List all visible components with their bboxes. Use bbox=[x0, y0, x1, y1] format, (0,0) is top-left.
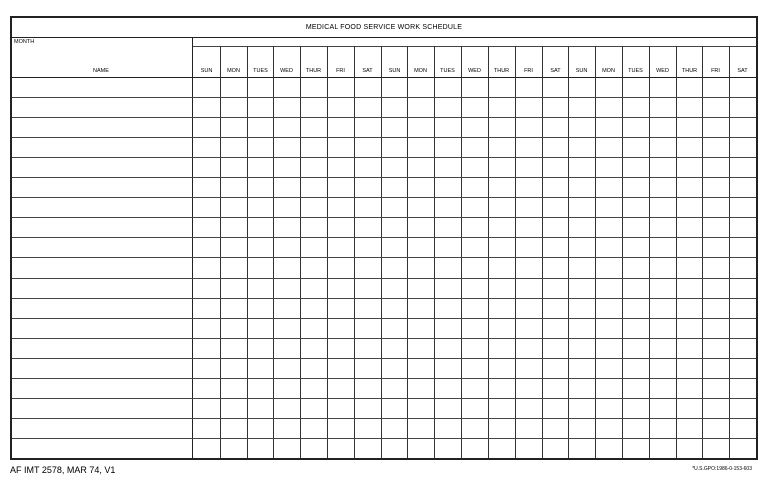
day-header: MON bbox=[414, 68, 427, 74]
header-bottom-line bbox=[12, 77, 756, 78]
day-column-divider bbox=[729, 46, 730, 458]
entry-row-line bbox=[12, 197, 756, 198]
day-header: SUN bbox=[575, 68, 588, 74]
day-column-divider bbox=[247, 46, 248, 458]
day-header: TUES bbox=[253, 68, 268, 74]
day-header: THUR bbox=[681, 68, 698, 74]
day-column-divider bbox=[702, 46, 703, 458]
day-column-divider bbox=[327, 46, 328, 458]
day-column-divider bbox=[273, 46, 274, 458]
entry-row-line bbox=[12, 378, 756, 379]
day-column-divider bbox=[595, 46, 596, 458]
month-label: MONTH bbox=[14, 39, 35, 45]
entry-row-line bbox=[12, 257, 756, 258]
entry-row-line bbox=[12, 177, 756, 178]
entry-row-line bbox=[12, 137, 756, 138]
day-header: SAT bbox=[362, 68, 373, 74]
entry-row-line bbox=[12, 358, 756, 359]
form-title: MEDICAL FOOD SERVICE WORK SCHEDULE bbox=[12, 18, 756, 38]
work-schedule-form bbox=[10, 16, 758, 460]
gpo-printing-code: *U.S.GPO:1986-0-153-603 bbox=[692, 466, 752, 472]
entry-row-line bbox=[12, 298, 756, 299]
day-column-divider bbox=[220, 46, 221, 458]
day-column-divider bbox=[542, 46, 543, 458]
day-header: MON bbox=[227, 68, 240, 74]
day-header: TUES bbox=[440, 68, 455, 74]
entry-row-line bbox=[12, 157, 756, 158]
entry-row-line bbox=[12, 117, 756, 118]
day-header: WED bbox=[656, 68, 669, 74]
day-header: FRI bbox=[336, 68, 345, 74]
day-column-divider bbox=[676, 46, 677, 458]
day-header: SAT bbox=[550, 68, 561, 74]
day-column-divider bbox=[434, 46, 435, 458]
month-field-line bbox=[193, 46, 756, 47]
day-column-divider bbox=[407, 46, 408, 458]
day-column-divider bbox=[354, 46, 355, 458]
day-column-divider bbox=[568, 46, 569, 458]
entry-row-line bbox=[12, 398, 756, 399]
day-column-divider bbox=[461, 46, 462, 458]
entry-row-line bbox=[12, 438, 756, 439]
day-header: SUN bbox=[200, 68, 213, 74]
entry-row-line bbox=[12, 97, 756, 98]
day-header: SAT bbox=[737, 68, 748, 74]
entry-row-line bbox=[12, 318, 756, 319]
day-column-divider bbox=[381, 46, 382, 458]
day-header: TUES bbox=[628, 68, 643, 74]
day-header: WED bbox=[280, 68, 293, 74]
name-column-header: NAME bbox=[93, 68, 109, 74]
day-column-divider bbox=[300, 46, 301, 458]
entry-row-line bbox=[12, 338, 756, 339]
entry-row-line bbox=[12, 418, 756, 419]
day-header: SUN bbox=[388, 68, 401, 74]
name-column-divider bbox=[192, 38, 193, 458]
entry-row-line bbox=[12, 278, 756, 279]
day-column-divider bbox=[649, 46, 650, 458]
form-number: AF IMT 2578, MAR 74, V1 bbox=[10, 465, 116, 475]
entry-row-line bbox=[12, 237, 756, 238]
day-header: FRI bbox=[711, 68, 720, 74]
day-header: WED bbox=[468, 68, 481, 74]
day-column-divider bbox=[488, 46, 489, 458]
day-header: FRI bbox=[524, 68, 533, 74]
day-header: THUR bbox=[493, 68, 510, 74]
day-header: MON bbox=[602, 68, 615, 74]
day-column-divider bbox=[622, 46, 623, 458]
day-column-divider bbox=[515, 46, 516, 458]
day-header: THUR bbox=[305, 68, 322, 74]
entry-row-line bbox=[12, 217, 756, 218]
